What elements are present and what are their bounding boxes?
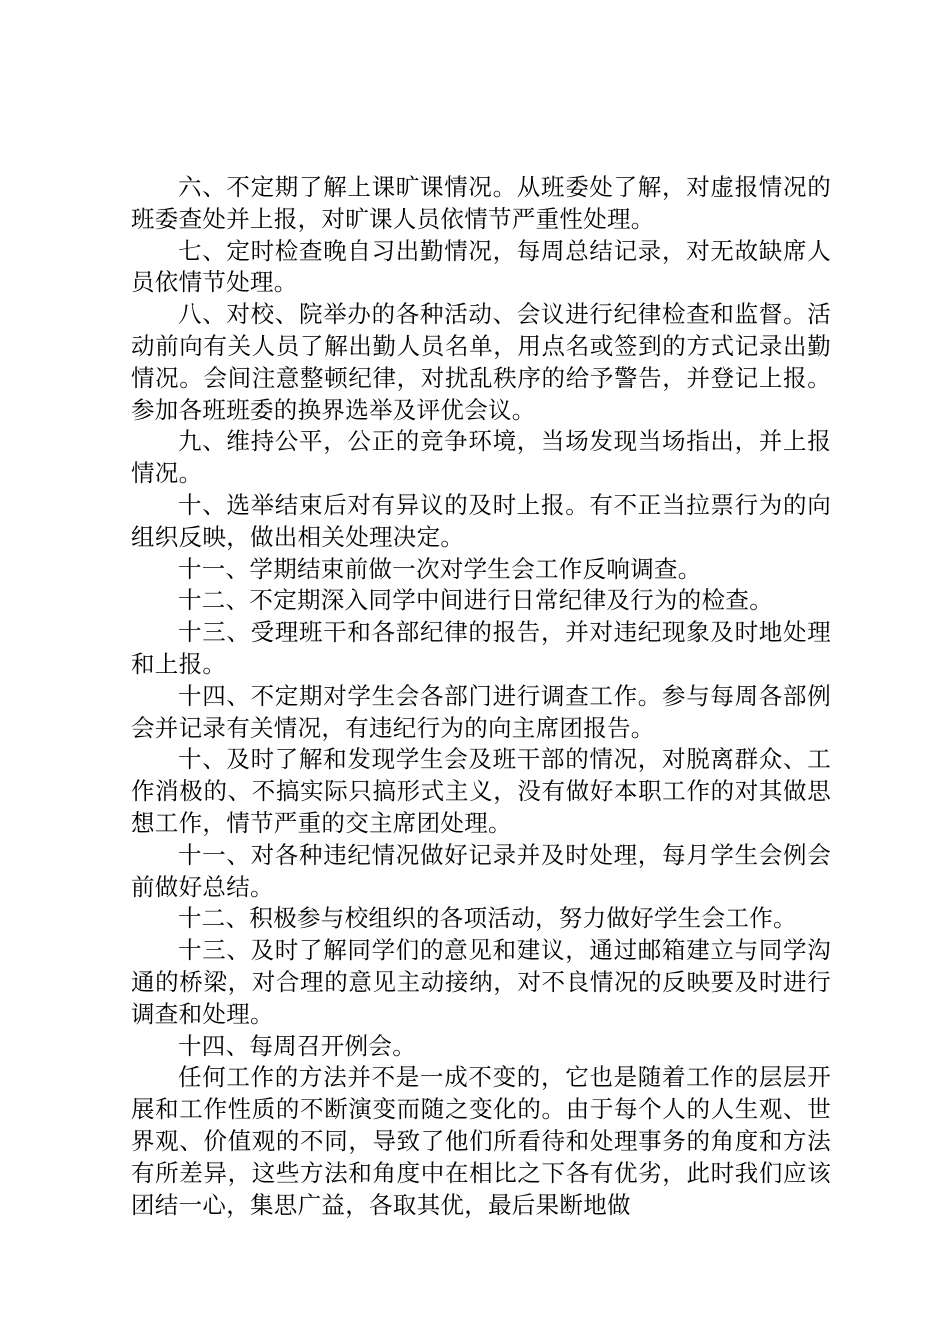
paragraph-11b: 十一、对各种违纪情况做好记录并及时处理，每月学生会例会前做好总结。 <box>131 840 831 901</box>
paragraph-6: 六、不定期了解上课旷课情况。从班委处了解，对虚报情况的班委查处并上报，对旷课人员依情节严重性处理。 <box>131 173 831 233</box>
paragraph-summary: 任何工作的方法并不是一成不变的，它也是随着工作的层层开展和工作性质的不断演变而随之变化的。由于每个人的人生观、世界观、价值观的不同，导致了他们所看待和处理事务的角度和方法有所差异，这些方法和角度中在相比之下各有优劣，此时我们应该团结一心，集思广益，各取其优，最后果断地做 <box>131 1063 831 1219</box>
paragraph-8: 八、对校、院举办的各种活动、会议进行纪律检查和监督。活动前向有关人员了解出勤人员名单，用点名或签到的方式记录出勤情况。会间注意整顿纪律，对扰乱秩序的给予警告，并登记上报。参加各班班委的换界选举及评优会议。 <box>131 300 831 424</box>
paragraph-11: 十一、学期结束前做一次对学生会工作反响调查。 <box>178 554 702 583</box>
paragraph-14b: 十四、每周召开例会。 <box>178 1031 416 1060</box>
paragraph-12: 十二、不定期深入同学中间进行日常纪律及行为的检查。 <box>178 586 773 615</box>
document-body <box>131 172 831 1221</box>
paragraph-13b: 十三、及时了解同学们的意见和建议，通过邮箱建立与同学沟通的桥梁，对合理的意见主动接纳，对不良情况的反映要及时进行调查和处理。 <box>131 936 831 1028</box>
paragraph-12b: 十二、积极参与校组织的各项活动，努力做好学生会工作。 <box>178 904 797 933</box>
paragraph-14: 十四、不定期对学生会各部门进行调查工作。参与每周各部例会并记录有关情况，有违纪行为的向主席团报告。 <box>131 681 831 742</box>
paragraph-13: 十三、受理班干和各部纪律的报告，并对违纪现象及时地处理和上报。 <box>131 618 831 678</box>
paragraph-7: 七、定时检查晚自习出勤情况，每周总结记录，对无故缺席人员依情节处理。 <box>131 236 831 297</box>
paragraph-9: 九、维持公平，公正的竞争环境，当场发现当场指出，并上报情况。 <box>131 427 831 488</box>
paragraph-10: 十、选举结束后对有异议的及时上报。有不正当拉票行为的向组织反映，做出相关处理决定。 <box>131 490 831 551</box>
paragraph-10b: 十、及时了解和发现学生会及班干部的情况，对脱离群众、工作消极的、不搞实际只搞形式主义，没有做好本职工作的对其做思想工作，情节严重的交主席团处理。 <box>131 745 831 837</box>
